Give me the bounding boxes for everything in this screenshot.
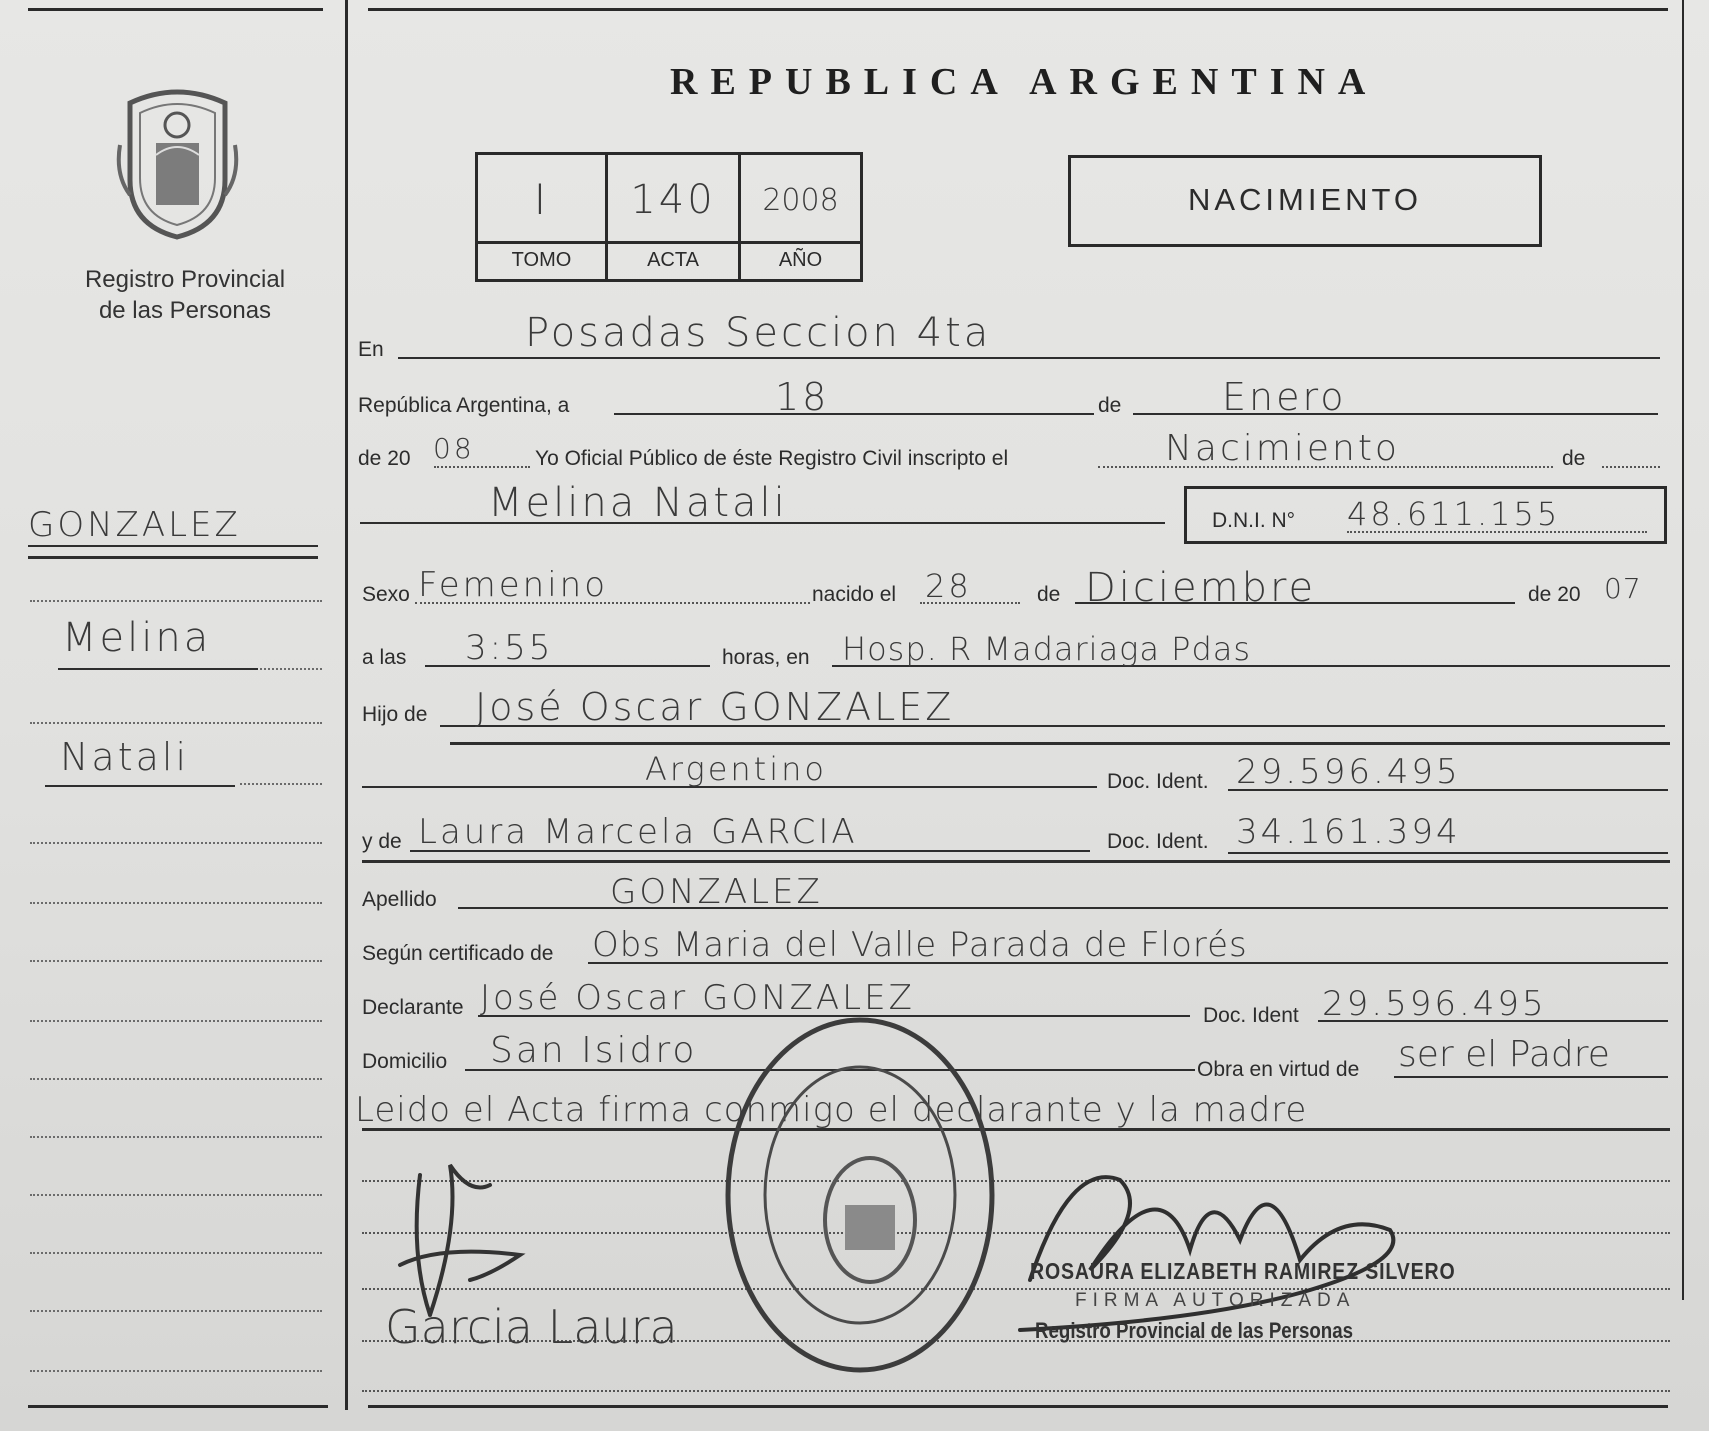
doc-ident-label: Doc. Ident.: [1107, 770, 1209, 793]
day-value: 18: [775, 375, 830, 419]
misiones-emblem: [100, 85, 255, 245]
birth-day: 28: [925, 567, 972, 605]
month-value: Enero: [1222, 375, 1347, 419]
margin-surname: GONZALEZ: [28, 505, 241, 545]
left-top-rule: [28, 8, 323, 11]
margin-first-name: Melina: [62, 615, 212, 661]
sexo-value: Femenino: [418, 565, 608, 605]
country-title: REPUBLICA ARGENTINA: [670, 61, 1379, 103]
right-edge: [1682, 0, 1684, 1300]
de-label-2: de: [1562, 447, 1586, 470]
mother-signature: Garcia Laura: [385, 1300, 678, 1354]
doc-ident-label-2: Doc. Ident: [1203, 1004, 1299, 1027]
republica-label: República Argentina, a: [358, 394, 570, 417]
registry-name: [50, 264, 320, 326]
father-name: José Oscar GONZALEZ: [475, 685, 955, 729]
en-label: En: [358, 338, 384, 361]
column-divider: [345, 0, 348, 1410]
en-value: Posadas Seccion 4ta: [525, 310, 992, 356]
official-seal: [720, 1010, 1000, 1380]
doc-ident-label-m: Doc. Ident.: [1107, 830, 1209, 853]
de-label: de: [1098, 394, 1122, 417]
tomo-value: I: [533, 175, 550, 224]
acta-value: 140: [630, 177, 716, 223]
declarante-doc: 29.596.495: [1322, 984, 1547, 1024]
acta-label: ACTA: [647, 249, 699, 271]
apellido-label: Apellido: [362, 888, 437, 911]
child-name: Melina Natali: [488, 480, 788, 526]
sexo-label: Sexo: [362, 583, 410, 606]
mother-name: Laura Marcela GARCIA: [418, 812, 858, 852]
dni-label: D.N.I. N°: [1212, 509, 1296, 532]
alas-label: a las: [362, 646, 407, 669]
declarant-signature: [380, 1135, 560, 1325]
closing-note: Leido el Acta firma conmigo el declarante y la madre: [355, 1090, 1308, 1130]
father-nationality: Argentino: [645, 750, 827, 788]
certificado-value: Obs Maria del Valle Parada de Florés: [592, 925, 1248, 965]
declarante-value: José Oscar GONZALEZ: [480, 978, 915, 1018]
record-box: [475, 152, 863, 282]
anio-value: 2008: [762, 183, 839, 218]
dni-box: [1184, 486, 1667, 544]
officer-name: ROSAURA ELIZABETH RAMIREZ SILVERO: [1030, 1258, 1456, 1284]
officer-signature: [1010, 1120, 1430, 1350]
segun-label: Según certificado de: [362, 942, 554, 965]
top-rule: [368, 8, 1668, 11]
registry-line-1: Registro Provincial: [84, 266, 286, 293]
stamp-title: FIRMA AUTORIZADA: [1075, 1290, 1356, 1311]
anio-label: AÑO: [778, 249, 823, 271]
doc-type-box: [1068, 155, 1542, 247]
obra-label: Obra en virtud de: [1197, 1058, 1360, 1081]
obra-value: ser el Padre: [1398, 1034, 1610, 1075]
dni-value: 48.611.155: [1347, 495, 1561, 533]
domicilio-value: San Isidro: [490, 1030, 698, 1071]
birth-month: Diciembre: [1085, 565, 1317, 611]
birth-place: Hosp. R Madariaga Pdas: [842, 630, 1252, 668]
father-doc: 29.596.495: [1236, 752, 1461, 792]
registry-line-2: de las Personas: [98, 297, 272, 324]
oficial-label: Yo Oficial Público de éste Registro Civil inscripto el: [535, 447, 1009, 470]
inscripto-value: Nacimiento: [1165, 428, 1400, 469]
time-value: 3:55: [465, 628, 554, 668]
birth-year: 07: [1604, 572, 1642, 605]
margin-second-name: Natali: [60, 735, 190, 779]
domicilio-label: Domicilio: [362, 1050, 448, 1073]
birth-year-prefix: de 20: [1528, 583, 1581, 606]
stamp-registry: Registro Provincial de las Personas: [1035, 1318, 1354, 1343]
apellido-value: GONZALEZ: [610, 872, 823, 912]
declarante-label: Declarante: [362, 996, 464, 1019]
doc-type-title: NACIMIENTO: [1187, 182, 1423, 217]
horas-label: horas, en: [722, 646, 810, 669]
year-prefix: de 20: [358, 447, 411, 470]
yde-label: y de: [362, 830, 402, 853]
de-label-3: de: [1037, 583, 1061, 606]
hijo-label: Hijo de: [362, 703, 428, 726]
tomo-label: TOMO: [511, 249, 572, 271]
nacido-label: nacido el: [812, 583, 897, 606]
mother-doc: 34.161.394: [1236, 812, 1461, 852]
year-value: 08: [433, 432, 475, 465]
